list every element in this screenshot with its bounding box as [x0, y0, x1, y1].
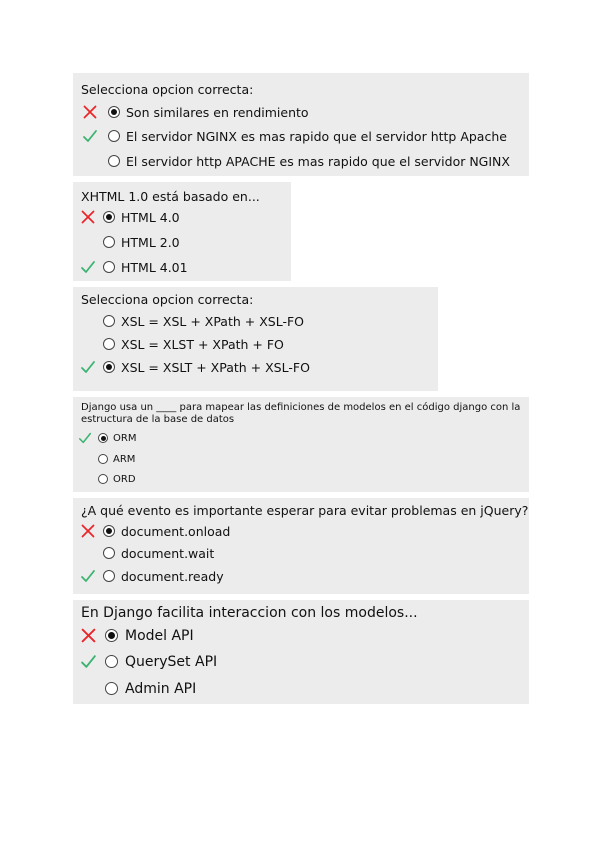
- radio-button[interactable]: [103, 236, 115, 248]
- question-title: ¿A qué evento es importante esperar para evitar problemas en jQuery?: [81, 503, 529, 518]
- option-label: ARM: [113, 453, 136, 465]
- mark-empty: [80, 336, 96, 352]
- radio-button[interactable]: [103, 361, 115, 373]
- question-1: [73, 73, 529, 176]
- mark-empty: [78, 452, 92, 466]
- radio-button[interactable]: [98, 454, 108, 464]
- cross-icon: [80, 523, 96, 539]
- option[interactable]: [103, 336, 284, 352]
- radio-button[interactable]: [108, 130, 120, 142]
- question-title: En Django facilita interaccion con los modelos...: [81, 605, 418, 621]
- radio-button[interactable]: [103, 525, 115, 537]
- option[interactable]: [103, 523, 230, 539]
- option[interactable]: [108, 153, 510, 169]
- option-label: ORD: [113, 473, 136, 485]
- check-icon: [78, 431, 92, 445]
- option[interactable]: [103, 359, 310, 375]
- option[interactable]: [105, 653, 217, 670]
- option[interactable]: [108, 128, 507, 144]
- question-4: [73, 397, 529, 492]
- option-label: XSL = XSLT + XPath + XSL-FO: [121, 359, 310, 375]
- radio-button[interactable]: [103, 547, 115, 559]
- option[interactable]: [105, 680, 196, 697]
- radio-button[interactable]: [105, 655, 118, 668]
- mark-empty: [80, 234, 96, 250]
- mark-empty: [82, 153, 98, 169]
- option[interactable]: [105, 627, 194, 644]
- check-icon: [82, 128, 98, 144]
- option-label: HTML 4.0: [121, 209, 180, 225]
- mark-empty: [80, 680, 97, 697]
- mark-empty: [80, 313, 96, 329]
- question-title: Django usa un ____ para mapear las definiciones de modelos en el código django con la estructura de la base de datos: [81, 402, 521, 425]
- question-title: Selecciona opcion correcta:: [81, 82, 254, 97]
- check-icon: [80, 259, 96, 275]
- option-label: document.wait: [121, 545, 215, 561]
- option[interactable]: [103, 259, 188, 275]
- radio-button[interactable]: [105, 682, 118, 695]
- mark-empty: [78, 472, 92, 486]
- question-6: [73, 600, 529, 704]
- radio-button[interactable]: [103, 570, 115, 582]
- mark-empty: [80, 545, 96, 561]
- option-label: XSL = XLST + XPath + FO: [121, 336, 284, 352]
- option[interactable]: [98, 432, 136, 444]
- option-label: HTML 2.0: [121, 234, 180, 250]
- question-2: [73, 182, 291, 281]
- question-title: XHTML 1.0 está basado en...: [81, 189, 260, 204]
- radio-button[interactable]: [103, 261, 115, 273]
- radio-button[interactable]: [98, 474, 108, 484]
- option-label: QuerySet API: [125, 653, 218, 670]
- check-icon: [80, 359, 96, 375]
- option-label: HTML 4.01: [121, 259, 188, 275]
- check-icon: [80, 568, 96, 584]
- option-label: ORM: [113, 432, 137, 444]
- radio-button[interactable]: [98, 433, 108, 443]
- option-label: document.ready: [121, 568, 224, 584]
- question-title: Selecciona opcion correcta:: [81, 292, 254, 307]
- option[interactable]: [103, 568, 224, 584]
- radio-button[interactable]: [105, 629, 118, 642]
- option-label: document.onload: [121, 523, 231, 539]
- option[interactable]: [98, 473, 136, 485]
- question-3: [73, 287, 438, 391]
- cross-icon: [82, 104, 98, 120]
- option-label: Admin API: [125, 680, 197, 697]
- option[interactable]: [103, 234, 180, 250]
- question-5: [73, 498, 529, 594]
- cross-icon: [80, 627, 97, 644]
- option[interactable]: [103, 313, 304, 329]
- option-label: Model API: [125, 627, 194, 644]
- radio-button[interactable]: [108, 155, 120, 167]
- cross-icon: [80, 209, 96, 225]
- radio-button[interactable]: [103, 338, 115, 350]
- option[interactable]: [98, 453, 135, 465]
- option[interactable]: [103, 545, 214, 561]
- option[interactable]: [108, 104, 309, 120]
- check-icon: [80, 653, 97, 670]
- option[interactable]: [103, 209, 180, 225]
- radio-button[interactable]: [103, 315, 115, 327]
- option-label: XSL = XSL + XPath + XSL-FO: [121, 313, 304, 329]
- radio-button[interactable]: [103, 211, 115, 223]
- option-label: El servidor http APACHE es mas rapido que el servidor NGINX: [126, 153, 510, 169]
- radio-button[interactable]: [108, 106, 120, 118]
- option-label: Son similares en rendimiento: [126, 104, 309, 120]
- option-label: El servidor NGINX es mas rapido que el servidor http Apache: [126, 128, 507, 144]
